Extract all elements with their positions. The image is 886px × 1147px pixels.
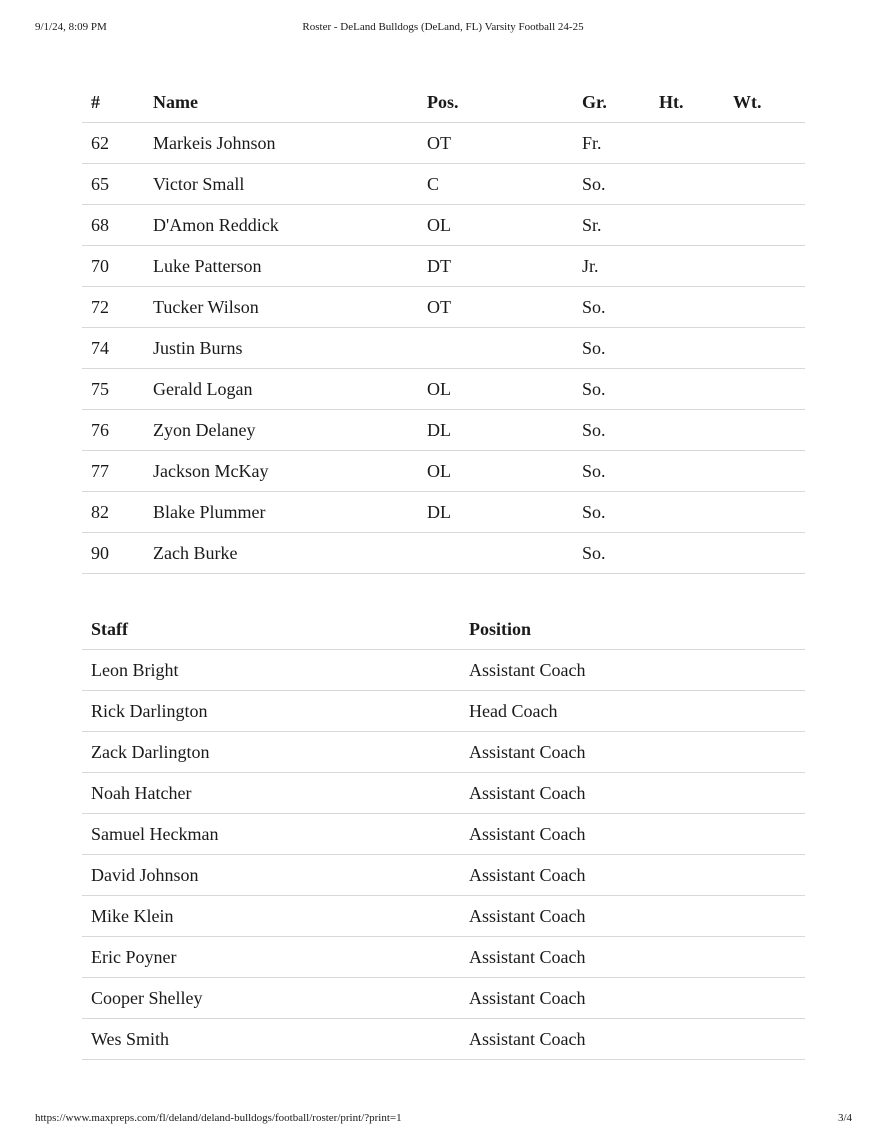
- player-grade: So.: [582, 451, 659, 492]
- player-number: 65: [82, 164, 153, 205]
- staff-position: Assistant Coach: [469, 978, 805, 1019]
- player-grade: So.: [582, 287, 659, 328]
- player-height: [659, 287, 733, 328]
- roster-table: [82, 82, 805, 574]
- player-position: [427, 328, 582, 369]
- player-height: [659, 246, 733, 287]
- staff-position: Assistant Coach: [469, 814, 805, 855]
- staff-header-row: [82, 609, 805, 650]
- col-header-staff: Staff: [82, 609, 469, 650]
- player-weight: [733, 123, 805, 164]
- player-height: [659, 451, 733, 492]
- player-grade: Sr.: [582, 205, 659, 246]
- col-header-number: #: [82, 82, 153, 123]
- col-header-staff-position: Position: [469, 609, 805, 650]
- player-grade: So.: [582, 369, 659, 410]
- staff-name: David Johnson: [82, 855, 469, 896]
- player-weight: [733, 492, 805, 533]
- roster-row: [82, 123, 805, 164]
- player-grade: So.: [582, 328, 659, 369]
- player-name: Gerald Logan: [153, 369, 427, 410]
- player-name: Victor Small: [153, 164, 427, 205]
- player-name: Blake Plummer: [153, 492, 427, 533]
- player-number: 76: [82, 410, 153, 451]
- staff-row: [82, 937, 805, 978]
- player-height: [659, 123, 733, 164]
- page-title: Roster - DeLand Bulldogs (DeLand, FL) Varsity Football 24-25: [302, 21, 584, 33]
- player-grade: So.: [582, 492, 659, 533]
- player-position: DL: [427, 492, 582, 533]
- player-number: 62: [82, 123, 153, 164]
- staff-name: Mike Klein: [82, 896, 469, 937]
- player-height: [659, 164, 733, 205]
- roster-row: [82, 451, 805, 492]
- staff-position: Assistant Coach: [469, 1019, 805, 1060]
- roster-row: [82, 369, 805, 410]
- player-number: 72: [82, 287, 153, 328]
- player-height: [659, 369, 733, 410]
- staff-name: Leon Bright: [82, 650, 469, 691]
- player-position: DT: [427, 246, 582, 287]
- roster-row: [82, 205, 805, 246]
- staff-row: [82, 896, 805, 937]
- roster-row: [82, 533, 805, 574]
- page-url: https://www.maxpreps.com/fl/deland/deland-bulldogs/football/roster/print/?print=1: [35, 1112, 402, 1124]
- col-header-grade: Gr.: [582, 82, 659, 123]
- staff-name: Eric Poyner: [82, 937, 469, 978]
- col-header-position: Pos.: [427, 82, 582, 123]
- staff-row: [82, 732, 805, 773]
- page-number: 3/4: [837, 1112, 852, 1124]
- roster-row: [82, 287, 805, 328]
- staff-position: Head Coach: [469, 691, 805, 732]
- player-weight: [733, 205, 805, 246]
- player-grade: So.: [582, 533, 659, 574]
- player-name: D'Amon Reddick: [153, 205, 427, 246]
- player-number: 74: [82, 328, 153, 369]
- player-number: 68: [82, 205, 153, 246]
- player-height: [659, 492, 733, 533]
- player-weight: [733, 410, 805, 451]
- player-height: [659, 328, 733, 369]
- player-grade: Jr.: [582, 246, 659, 287]
- roster-row: [82, 328, 805, 369]
- staff-row: [82, 978, 805, 1019]
- staff-position: Assistant Coach: [469, 773, 805, 814]
- player-height: [659, 205, 733, 246]
- staff-position: Assistant Coach: [469, 650, 805, 691]
- roster-row: [82, 492, 805, 533]
- player-name: Luke Patterson: [153, 246, 427, 287]
- staff-row: [82, 650, 805, 691]
- player-position: OL: [427, 369, 582, 410]
- staff-row: [82, 773, 805, 814]
- player-position: [427, 533, 582, 574]
- player-name: Jackson McKay: [153, 451, 427, 492]
- player-height: [659, 533, 733, 574]
- staff-name: Rick Darlington: [82, 691, 469, 732]
- player-position: OL: [427, 451, 582, 492]
- staff-table: [82, 609, 805, 1060]
- roster-row: [82, 164, 805, 205]
- staff-row: [82, 855, 805, 896]
- player-number: 90: [82, 533, 153, 574]
- staff-row: [82, 1019, 805, 1060]
- staff-name: Zack Darlington: [82, 732, 469, 773]
- player-name: Markeis Johnson: [153, 123, 427, 164]
- staff-position: Assistant Coach: [469, 855, 805, 896]
- roster-row: [82, 246, 805, 287]
- staff-position: Assistant Coach: [469, 937, 805, 978]
- col-header-name: Name: [153, 82, 427, 123]
- player-grade: Fr.: [582, 123, 659, 164]
- player-name: Zach Burke: [153, 533, 427, 574]
- player-number: 77: [82, 451, 153, 492]
- staff-position: Assistant Coach: [469, 732, 805, 773]
- player-grade: So.: [582, 410, 659, 451]
- staff-name: Wes Smith: [82, 1019, 469, 1060]
- player-weight: [733, 533, 805, 574]
- player-position: C: [427, 164, 582, 205]
- player-position: OL: [427, 205, 582, 246]
- player-grade: So.: [582, 164, 659, 205]
- player-position: DL: [427, 410, 582, 451]
- staff-name: Noah Hatcher: [82, 773, 469, 814]
- staff-row: [82, 691, 805, 732]
- print-datetime: 9/1/24, 8:09 PM: [35, 21, 107, 33]
- player-number: 75: [82, 369, 153, 410]
- roster-header-row: [82, 82, 805, 123]
- staff-name: Samuel Heckman: [82, 814, 469, 855]
- roster-row: [82, 410, 805, 451]
- player-weight: [733, 164, 805, 205]
- player-number: 82: [82, 492, 153, 533]
- player-name: Justin Burns: [153, 328, 427, 369]
- player-weight: [733, 287, 805, 328]
- player-number: 70: [82, 246, 153, 287]
- player-position: OT: [427, 287, 582, 328]
- player-position: OT: [427, 123, 582, 164]
- player-weight: [733, 328, 805, 369]
- player-weight: [733, 369, 805, 410]
- player-name: Zyon Delaney: [153, 410, 427, 451]
- staff-position: Assistant Coach: [469, 896, 805, 937]
- col-header-weight: Wt.: [733, 82, 805, 123]
- col-header-height: Ht.: [659, 82, 733, 123]
- player-weight: [733, 246, 805, 287]
- staff-name: Cooper Shelley: [82, 978, 469, 1019]
- player-height: [659, 410, 733, 451]
- player-name: Tucker Wilson: [153, 287, 427, 328]
- staff-row: [82, 814, 805, 855]
- player-weight: [733, 451, 805, 492]
